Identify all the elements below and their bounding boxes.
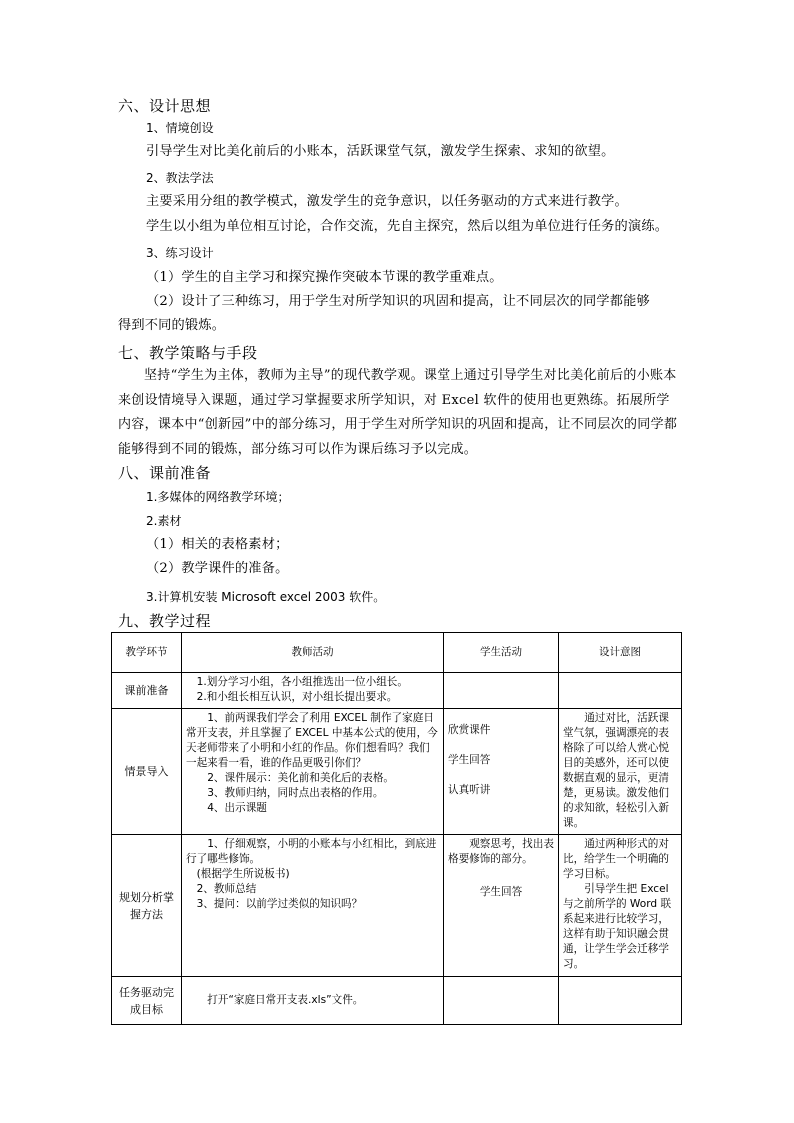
intent-cell: [559, 673, 682, 709]
intent-line: 引导学生把 Excel 与之前所学的 Word 联系起来进行比较学习，这样有助于知识融会贯通，让学生学会迁移学习。: [563, 883, 672, 970]
intent-line: 通过对比，活跃课堂气氛，强调漂亮的表格除了可以给人赏心悦目的美感外，还可以使数据直观的显示，更清楚，更易读。激发他们的求知欲，轻松引入新课。: [563, 712, 669, 829]
student-line: 观察思考，找出表格要修饰的部分。: [448, 838, 554, 865]
student-cell: [444, 835, 559, 977]
student-line: 学生回答: [448, 754, 491, 766]
teacher-line: 1、仔细观察，小明的小账本与小红相比，到底进行了哪些修饰。: [186, 838, 437, 865]
teacher-line: 3、教师归纳，同时点出表格的作用。: [207, 787, 384, 799]
section-6-heading: 六、设计思想: [118, 97, 212, 115]
header-intent: 设计意图: [559, 633, 682, 673]
stage-cell: 规划分析掌握方法: [112, 835, 182, 977]
teacher-line: 打开“家庭日常开支表.xls”文件。: [207, 994, 364, 1006]
section-6-sub3: 3、练习设计: [146, 246, 214, 260]
stage-cell: 任务驱动完成目标: [112, 977, 182, 1025]
section-8-item2-sub1: （1）相关的表格素材；: [146, 537, 289, 552]
teaching-process-table: [111, 632, 682, 1025]
teacher-line: 4、出示课题: [207, 802, 267, 814]
intent-cell: [559, 709, 682, 835]
student-cell: [444, 709, 559, 835]
student-cell: [444, 977, 559, 1025]
table-row: [112, 977, 682, 1025]
teacher-line: 2、教师总结: [196, 883, 257, 895]
section-7-paragraph: 坚持“学生为主体，教师为主导”的现代教学观。课堂上通过引导学生对比美化前后的小账本来创设情境导入课题，通过学习掌握要求所学知识，对 Excel 软件的使用也更熟练。拓展所学内容，课本中“创新园”中的部分练习，用于学生对所学知识的巩固和提高，让不同层次的同学都能够得到不同的锻炼，部分练习可以作为课后练习予以完成。: [118, 368, 678, 457]
section-6-sub2: 2、教法学法: [146, 171, 214, 185]
teacher-line: (根据学生所说板书): [196, 868, 290, 880]
header-student: 学生活动: [444, 633, 559, 673]
teacher-line: 3、提问：以前学过类似的知识吗？: [196, 898, 363, 910]
header-stage: 教学环节: [112, 633, 182, 673]
intent-cell: [559, 977, 682, 1025]
table-row: [112, 709, 682, 835]
section-7-heading: 七、教学策略与手段: [118, 344, 258, 362]
section-8-item1: 1.多媒体的网络教学环境；: [146, 490, 290, 504]
table-header-row: [112, 633, 682, 673]
intent-cell: [559, 835, 682, 977]
section-8-heading: 八、课前准备: [118, 464, 212, 482]
intent-line: 通过两种形式的对比，给学生一个明确的学习目标。: [563, 838, 669, 880]
section-6-sub2-text1: 主要采用分组的教学模式，激发学生的竞争意识，以任务驱动的方式来进行教学。: [146, 194, 628, 209]
student-line: 欣赏课件: [448, 724, 491, 736]
section-6-sub2-text2: 学生以小组为单位相互讨论，合作交流，先自主探究，然后以组为单位进行任务的演练。: [146, 219, 669, 234]
section-8-item3: 3.计算机安装 Microsoft excel 2003 软件。: [146, 590, 386, 604]
teacher-line: 2.和小组长相互认识，对小组长提出要求。: [196, 691, 398, 703]
section-8-item2: 2.素材: [146, 514, 182, 528]
student-line: 学生回答: [479, 886, 523, 898]
section-8-item2-sub2: （2）教学课件的准备。: [146, 561, 289, 576]
section-6-sub3-item2b: 得到不同的锻炼。: [118, 318, 226, 333]
teacher-cell: [182, 673, 444, 709]
section-6-sub3-item2a: （2）设计了三种练习，用于学生对所学知识的巩固和提高，让不同层次的同学都能够: [146, 294, 650, 309]
section-6-sub1: 1、情境创设: [146, 121, 214, 135]
student-cell: [444, 673, 559, 709]
section-6-sub1-text: 引导学生对比美化前后的小账本，活跃课堂气氛，激发学生探索、求知的欲望。: [146, 144, 615, 159]
header-teacher: 教师活动: [182, 633, 444, 673]
teacher-cell: [182, 977, 444, 1025]
teacher-cell: [182, 709, 444, 835]
stage-cell: 情景导入: [112, 709, 182, 835]
section-6-sub3-item1: （1）学生的自主学习和探究操作突破本节课的教学重难点。: [146, 270, 503, 285]
teacher-line: 1.划分学习小组，各小组推选出一位小组长。: [196, 676, 408, 688]
table-row: [112, 673, 682, 709]
teacher-line: 1、前两课我们学会了利用 EXCEL 制作了家庭日常开支表，并且掌握了 EXCEL 中基本公式的使用，今天老师带来了小明和小红的作品。你们想看吗？我们一起来看一看，谁的作品更吸引你们？: [186, 712, 438, 769]
teacher-line: 2、课件展示：美化前和美化后的表格。: [207, 772, 395, 784]
stage-cell: 课前准备: [112, 673, 182, 709]
teacher-cell: [182, 835, 444, 977]
table-row: [112, 835, 682, 977]
section-9-heading: 九、教学过程: [118, 612, 212, 630]
student-line: 认真听讲: [448, 784, 491, 796]
